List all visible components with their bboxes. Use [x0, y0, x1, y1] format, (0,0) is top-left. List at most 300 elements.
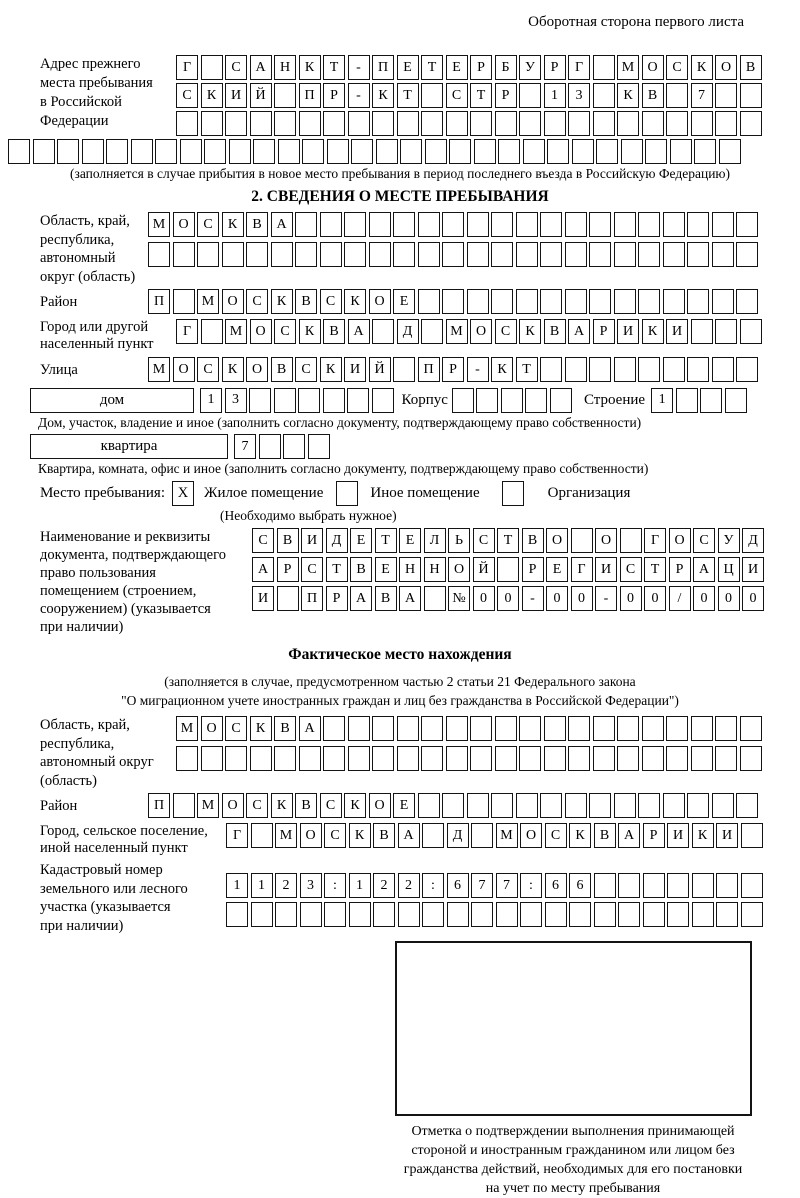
char-cell: [400, 139, 422, 164]
char-row-prev-address-1: [176, 55, 762, 80]
stamp-area: [395, 941, 752, 1198]
char-cell: [725, 388, 747, 413]
char-row-kadastr-1: [226, 873, 763, 898]
char-cell: Й: [369, 357, 391, 382]
char-cell: К: [271, 793, 293, 818]
char-row-prev-address-3: [176, 111, 762, 136]
char-cell: [519, 716, 541, 741]
text-line: "О миграционном учете иностранных граждан и лиц без гражданства в Российской Федерации"): [121, 693, 679, 708]
char-cell: [421, 716, 443, 741]
char-cell: О: [669, 528, 691, 553]
char-cell: [373, 902, 395, 927]
char-cell: К: [491, 357, 513, 382]
char-cell: [397, 746, 419, 771]
char-cell: Т: [323, 55, 345, 80]
char-cell: [596, 139, 618, 164]
char-cell: Д: [326, 528, 348, 553]
text-line: Город, сельское поселение,: [40, 823, 208, 839]
char-cell: [663, 242, 685, 267]
char-cell: [516, 289, 538, 314]
char-cell: [687, 793, 709, 818]
text-line: Область, край,: [40, 213, 130, 229]
char-cell: [593, 716, 615, 741]
char-cell: [620, 528, 642, 553]
char-cell: 0: [497, 586, 519, 611]
char-cell: [496, 902, 518, 927]
char-cell: В: [246, 212, 268, 237]
kvartira-row: [30, 434, 792, 459]
fact-oblast-label: [8, 716, 176, 790]
char-cell: [740, 716, 762, 741]
char-cell: 0: [742, 586, 764, 611]
char-cell: Т: [375, 528, 397, 553]
char-cell: [421, 319, 443, 344]
text-line: республика,: [40, 231, 115, 248]
text-line: Город или другой: [40, 319, 149, 335]
char-cell: [491, 289, 513, 314]
text-line: автономный округ: [40, 754, 154, 770]
char-cell: [694, 139, 716, 164]
char-cell: [638, 212, 660, 237]
char-cell: [501, 388, 523, 413]
char-cell: [421, 746, 443, 771]
char-cell: К: [299, 319, 321, 344]
char-cell: [545, 902, 567, 927]
char-cell: М: [617, 55, 639, 80]
char-cell: А: [399, 586, 421, 611]
char-cell: [712, 212, 734, 237]
char-cell: [565, 793, 587, 818]
char-cell: П: [418, 357, 440, 382]
char-cell: О: [369, 793, 391, 818]
char-cell: О: [250, 319, 272, 344]
char-cell: [295, 212, 317, 237]
text-line: Наименование и реквизиты: [40, 529, 211, 545]
char-cell: С: [246, 289, 268, 314]
char-cell: [197, 242, 219, 267]
oblast-label: [8, 212, 148, 286]
char-cell: -: [467, 357, 489, 382]
text-line: республика,: [40, 735, 115, 752]
char-cell: М: [148, 357, 170, 382]
char-cell: [736, 242, 758, 267]
char-row-korpus: [452, 388, 572, 413]
fact-note: [8, 672, 792, 710]
char-cell: [250, 111, 272, 136]
stroenie-label: Строение: [583, 392, 646, 408]
char-cell: 3: [568, 83, 590, 108]
char-cell: В: [642, 83, 664, 108]
char-cell: [736, 289, 758, 314]
char-cell: [643, 873, 665, 898]
char-cell: [676, 388, 698, 413]
char-cell: Т: [397, 83, 419, 108]
char-cell: [467, 289, 489, 314]
char-cell: [471, 823, 493, 848]
char-cell: [295, 242, 317, 267]
char-cell: [547, 139, 569, 164]
char-cell: [372, 111, 394, 136]
char-cell: [589, 289, 611, 314]
char-cell: [568, 111, 590, 136]
char-cell: Г: [644, 528, 666, 553]
char-cell: [594, 902, 616, 927]
char-cell: Р: [522, 557, 544, 582]
char-cell: [740, 319, 762, 344]
char-cell: В: [594, 823, 616, 848]
char-cell: :: [422, 873, 444, 898]
char-cell: [516, 242, 538, 267]
char-cell: [422, 823, 444, 848]
char-cell: [593, 83, 615, 108]
char-cell: [491, 793, 513, 818]
char-cell: 0: [473, 586, 495, 611]
checkbox-inoe: [336, 481, 358, 506]
char-cell: Р: [593, 319, 615, 344]
raion-block: [8, 289, 792, 315]
char-cell: [204, 139, 226, 164]
char-cell: 0: [546, 586, 568, 611]
char-cell: С: [620, 557, 642, 582]
char-cell: С: [473, 528, 495, 553]
char-cell: В: [522, 528, 544, 553]
char-cell: [741, 823, 763, 848]
char-cell: С: [197, 357, 219, 382]
char-cell: [736, 357, 758, 382]
char-cell: Р: [544, 55, 566, 80]
char-cell: [589, 212, 611, 237]
char-cell: С: [246, 793, 268, 818]
char-cell: [540, 289, 562, 314]
char-cell: [663, 357, 685, 382]
char-cell: 1: [651, 388, 673, 413]
prev-address-label: [8, 55, 176, 131]
char-cell: [422, 902, 444, 927]
char-cell: 1: [226, 873, 248, 898]
char-cell: [719, 139, 741, 164]
char-cell: 1: [251, 873, 273, 898]
char-cell: Б: [495, 55, 517, 80]
char-cell: [442, 212, 464, 237]
char-cell: 6: [545, 873, 567, 898]
char-cell: [614, 212, 636, 237]
oblast-rows: [148, 212, 758, 267]
char-cell: [320, 212, 342, 237]
char-cell: [540, 212, 562, 237]
char-cell: 2: [398, 873, 420, 898]
char-cell: [741, 902, 763, 927]
char-cell: [369, 212, 391, 237]
char-cell: [565, 357, 587, 382]
char-cell: А: [398, 823, 420, 848]
char-cell: [617, 111, 639, 136]
text-line: земельного или лесного: [40, 880, 188, 897]
char-cell: [327, 139, 349, 164]
dom-row: [30, 387, 792, 413]
char-cell: [418, 289, 440, 314]
char-cell: [348, 746, 370, 771]
char-cell: Т: [516, 357, 538, 382]
char-cell: [324, 902, 346, 927]
char-cell: [572, 139, 594, 164]
char-cell: [666, 83, 688, 108]
char-cell: С: [225, 55, 247, 80]
char-cell: А: [299, 716, 321, 741]
char-cell: [476, 388, 498, 413]
char-cell: К: [344, 289, 366, 314]
char-cell: 0: [620, 586, 642, 611]
char-cell: И: [225, 83, 247, 108]
char-cell: 6: [447, 873, 469, 898]
ulitsa-block: [8, 357, 792, 383]
char-cell: О: [595, 528, 617, 553]
char-cell: С: [225, 716, 247, 741]
char-cell: [525, 388, 547, 413]
char-cell: [470, 716, 492, 741]
char-cell: [666, 716, 688, 741]
char-cell: А: [250, 55, 272, 80]
char-cell: [550, 388, 572, 413]
char-cell: С: [324, 823, 346, 848]
char-cell: М: [496, 823, 518, 848]
mesto-label: Место пребывания:: [40, 485, 165, 501]
char-cell: [442, 793, 464, 818]
text-line: на учет по месту пребывания: [485, 1181, 661, 1196]
char-cell: [225, 746, 247, 771]
char-cell: А: [568, 319, 590, 344]
char-cell: В: [295, 289, 317, 314]
char-cell: О: [448, 557, 470, 582]
char-cell: [617, 716, 639, 741]
char-cell: И: [742, 557, 764, 582]
char-cell: [593, 111, 615, 136]
char-cell: [300, 902, 322, 927]
char-cell: [519, 83, 541, 108]
text-line: право пользования: [40, 565, 156, 581]
char-cell: [302, 139, 324, 164]
char-cell: Р: [442, 357, 464, 382]
prev-address-note: (заполняется в случае прибытия в новое место пребывания в период последнего въезда в Российскую Федерацию): [69, 166, 731, 181]
char-cell: [222, 242, 244, 267]
char-cell: [131, 139, 153, 164]
char-row-prev-address-2: [176, 83, 762, 108]
char-cell: [617, 746, 639, 771]
char-cell: [736, 793, 758, 818]
char-cell: И: [344, 357, 366, 382]
char-cell: [173, 793, 195, 818]
char-cell: [274, 388, 296, 413]
checkbox-zhiloe: X: [172, 481, 194, 506]
char-cell: [201, 746, 223, 771]
char-cell: С: [197, 212, 219, 237]
char-cell: А: [252, 557, 274, 582]
char-cell: Е: [375, 557, 397, 582]
char-cell: [663, 289, 685, 314]
char-cell: /: [669, 586, 691, 611]
char-row-doc-2: [252, 557, 764, 582]
char-cell: [544, 716, 566, 741]
char-cell: [323, 111, 345, 136]
char-cell: [565, 212, 587, 237]
char-cell: В: [271, 357, 293, 382]
text-line: (заполняется в случае, предусмотренном частью 2 статьи 21 Федерального закона: [164, 674, 636, 689]
char-cell: [540, 242, 562, 267]
char-row-fact-gorod: [226, 823, 763, 848]
dom-fieldbox: дом: [30, 388, 194, 413]
char-cell: [569, 902, 591, 927]
char-cell: [393, 242, 415, 267]
char-cell: [700, 388, 722, 413]
char-cell: В: [544, 319, 566, 344]
char-cell: 3: [300, 873, 322, 898]
char-cell: [274, 746, 296, 771]
char-cell: [376, 139, 398, 164]
char-cell: [173, 242, 195, 267]
char-cell: [638, 289, 660, 314]
text-line: гражданства действий, необходимых для его постановки: [403, 1162, 743, 1177]
char-cell: С: [545, 823, 567, 848]
char-cell: [250, 746, 272, 771]
char-cell: [283, 434, 305, 459]
char-cell: К: [372, 83, 394, 108]
char-cell: [470, 111, 492, 136]
char-cell: Н: [274, 55, 296, 80]
char-cell: Т: [644, 557, 666, 582]
char-cell: О: [173, 357, 195, 382]
char-cell: [397, 716, 419, 741]
char-cell: Р: [326, 586, 348, 611]
char-cell: [614, 357, 636, 382]
char-cell: К: [344, 793, 366, 818]
char-cell: С: [666, 55, 688, 80]
char-cell: [277, 586, 299, 611]
char-cell: [614, 289, 636, 314]
char-cell: [320, 242, 342, 267]
char-cell: [621, 139, 643, 164]
char-row-doc-3: [252, 586, 764, 611]
text-line: участка (указывается: [40, 899, 171, 915]
char-cell: [471, 902, 493, 927]
char-cell: В: [295, 793, 317, 818]
char-cell: [299, 111, 321, 136]
char-cell: 2: [373, 873, 395, 898]
char-cell: [741, 873, 763, 898]
char-cell: [226, 902, 248, 927]
char-cell: [716, 873, 738, 898]
char-row-kadastr-2: [226, 902, 763, 927]
char-cell: [691, 716, 713, 741]
char-cell: [670, 139, 692, 164]
fact-gorod-block: [8, 823, 792, 857]
char-cell: [712, 793, 734, 818]
char-cell: С: [693, 528, 715, 553]
text-line: стороной и иностранным гражданином или лицом без: [411, 1143, 735, 1158]
char-cell: Е: [393, 289, 415, 314]
char-cell: -: [595, 586, 617, 611]
char-cell: [393, 212, 415, 237]
mesto-note: (Необходимо выбрать нужное): [220, 508, 397, 523]
char-cell: [470, 746, 492, 771]
char-cell: [201, 55, 223, 80]
char-cell: 1: [544, 83, 566, 108]
char-cell: [180, 139, 202, 164]
char-cell: [740, 746, 762, 771]
char-cell: [452, 388, 474, 413]
char-cell: [519, 111, 541, 136]
char-cell: [467, 242, 489, 267]
char-cell: И: [301, 528, 323, 553]
char-cell: [33, 139, 55, 164]
char-cell: [491, 242, 513, 267]
char-cell: 3: [225, 388, 247, 413]
char-cell: В: [277, 528, 299, 553]
char-cell: [638, 357, 660, 382]
char-cell: [57, 139, 79, 164]
char-cell: В: [274, 716, 296, 741]
char-row-doc-1: [252, 528, 764, 553]
char-cell: [253, 139, 275, 164]
char-cell: С: [301, 557, 323, 582]
char-cell: [397, 111, 419, 136]
char-cell: [642, 716, 664, 741]
char-cell: 7: [691, 83, 713, 108]
char-cell: [589, 242, 611, 267]
char-cell: [593, 55, 615, 80]
char-cell: [638, 793, 660, 818]
char-cell: [446, 716, 468, 741]
char-cell: [348, 111, 370, 136]
char-cell: [523, 139, 545, 164]
oblast-block: [8, 212, 792, 286]
char-cell: В: [323, 319, 345, 344]
char-cell: [349, 902, 371, 927]
char-cell: Е: [399, 528, 421, 553]
char-cell: А: [348, 319, 370, 344]
fact-title: Фактическое место нахождения: [288, 646, 512, 663]
char-cell: [351, 139, 373, 164]
char-row-raion: [148, 289, 758, 314]
char-cell: [249, 388, 271, 413]
mesto-row: [8, 481, 792, 506]
char-cell: И: [716, 823, 738, 848]
char-cell: [516, 793, 538, 818]
char-cell: 2: [275, 873, 297, 898]
char-cell: [715, 83, 737, 108]
gorod-label: [8, 319, 176, 353]
char-cell: Е: [397, 55, 419, 80]
char-cell: М: [275, 823, 297, 848]
char-cell: [712, 289, 734, 314]
char-cell: К: [519, 319, 541, 344]
char-row-oblast-1: [148, 212, 758, 237]
char-cell: М: [176, 716, 198, 741]
char-cell: К: [222, 357, 244, 382]
char-cell: К: [222, 212, 244, 237]
char-cell: [251, 902, 273, 927]
stamp-caption: [377, 1122, 769, 1198]
char-cell: К: [320, 357, 342, 382]
char-cell: [82, 139, 104, 164]
char-cell: В: [740, 55, 762, 80]
char-cell: О: [715, 55, 737, 80]
doc-label: [8, 528, 252, 636]
char-cell: [520, 902, 542, 927]
char-cell: [299, 746, 321, 771]
char-cell: [251, 823, 273, 848]
char-cell: С: [176, 83, 198, 108]
page-title: Оборотная сторона первого листа: [528, 14, 744, 30]
char-cell: К: [349, 823, 371, 848]
